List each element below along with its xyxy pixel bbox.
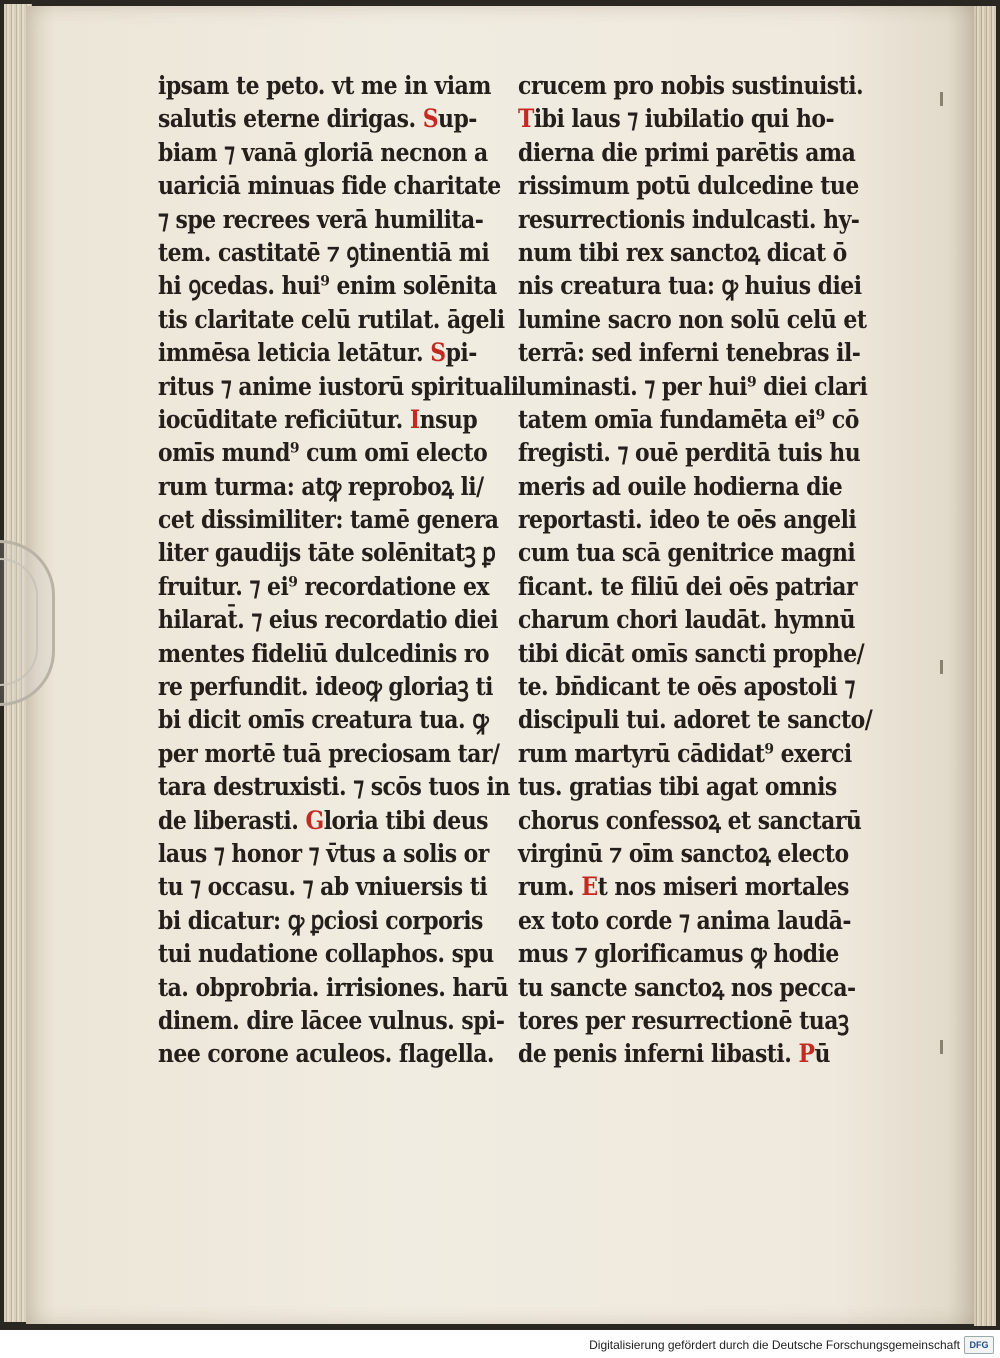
text-line: tem. castitatē ⁊ ꝯtinentiā mi [158, 237, 490, 268]
text-line: rissimum potū dulcedine tue [518, 171, 859, 202]
edge-tab-mark [940, 1040, 943, 1054]
text-line: fregisti. ⁊ ouē perditā tuis hu [518, 438, 861, 469]
text-line: tores per resurrectionē tuaꝫ [518, 1005, 849, 1036]
text-line: immēsa leticia letātur. Spi- [158, 338, 477, 369]
text-line: tis claritate celū rutilat. āgeli [158, 304, 505, 335]
text-line: Tibi laus ⁊ iubilatio qui ho- [518, 104, 835, 135]
text-line: num tibi rex sanctoꝝ dicat ō [518, 237, 847, 268]
text-line: ficant. te filiū dei oēs patriar [518, 571, 858, 602]
text-line: ta. obprobria. irrisiones. harū [158, 972, 509, 1003]
text-line: salutis eterne dirigas. Sup- [158, 104, 477, 135]
rubric-initial: I [409, 404, 420, 435]
text-line: tu sancte sanctoꝝ nos pecca- [518, 972, 856, 1003]
rubric-initial: S [422, 104, 439, 135]
text-line: mentes fideliū dulcedinis ro [158, 638, 490, 669]
text-line: bi dicit omīs creatura tua. ꝙ [158, 705, 489, 736]
text-line: omīs mund⁹ cum omī electo [158, 438, 488, 469]
text-line: iocūditate reficiūtur. Insup [158, 404, 478, 435]
text-line: tui nudatione collaphos. spu [158, 939, 494, 970]
rubric-initial: E [581, 872, 598, 903]
text-line: reportasti. ideo te oēs angeli [518, 505, 857, 536]
text-line: ex toto corde ⁊ anima laudā- [518, 905, 852, 936]
text-line: re perfundit. ideoꝙ gloriaꝫ ti [158, 672, 493, 703]
text-line: hi ꝯcedas. hui⁹ enim solēnita [158, 271, 497, 302]
text-line: dierna die primi parētis ama [518, 137, 856, 168]
text-column-right [518, 70, 873, 1072]
rubric-initial: T [518, 104, 534, 135]
page-clip-inner [0, 558, 38, 686]
text-line: te. bn̄dicant te oēs apostoli ⁊ [518, 672, 855, 703]
text-line: ⁊ spe recrees verā humilita- [158, 204, 484, 235]
text-column-left [158, 70, 519, 1072]
text-line: de penis inferni libasti. Pū [518, 1039, 830, 1070]
dfg-logo: DFG [964, 1336, 994, 1354]
text-line: tus. gratias tibi agat omnis [518, 772, 837, 803]
right-page-edges [974, 6, 996, 1326]
footer-bar [0, 1330, 1000, 1358]
text-line: virginū ⁊ oīm sanctoꝝ electo [518, 838, 849, 869]
text-line: nee corone aculeos. flagella. [158, 1039, 495, 1070]
text-line: de liberasti. Gloria tibi deus [158, 805, 488, 836]
text-line: ipsam te peto. vt me in viam [158, 71, 491, 101]
rubric-initial: S [430, 338, 446, 369]
text-line: terrā: sed inferni tenebras il- [518, 338, 861, 369]
text-line: biam ⁊ vanā gloriā necnon a [158, 137, 488, 168]
rubric-initial: P [798, 1039, 815, 1070]
text-line: chorus confessoꝝ et sanctarū [518, 805, 862, 836]
text-line: bi dicatur: ꝙ ꝑciosi corporis [158, 905, 483, 936]
text-line: tibi dicāt omīs sancti prophe/ [518, 638, 865, 669]
text-line: liter gaudijs tāte solēnitatꝫ ꝑ [158, 538, 496, 569]
text-line: luminasti. ⁊ per hui⁹ diei clari [518, 371, 868, 402]
text-line: crucem pro nobis sustinuisti. [518, 71, 864, 101]
text-line: hilarat̄. ⁊ eius recordatio diei [158, 605, 498, 636]
text-line: mus ⁊ glorificamus ꝙ hodie [518, 939, 839, 970]
text-line: rum. Et nos miseri mortales [518, 872, 849, 903]
text-line: fruitur. ⁊ ei⁹ recordatione ex [158, 571, 489, 602]
text-line: rum martyrū cādidat⁹ exerci [518, 738, 852, 769]
footer-credit: Digitalisierung gefördert durch die Deutsche Forschungsgemeinschaft [589, 1338, 960, 1352]
text-line: discipuli tui. adoret te sancto/ [518, 705, 873, 736]
text-line: cet dissimiliter: tamē genera [158, 505, 499, 536]
text-line: meris ad ouile hodierna die [518, 471, 843, 502]
rubric-initial: G [305, 805, 324, 836]
edge-tab-mark [940, 660, 943, 674]
text-line: lumine sacro non solū celū et [518, 304, 867, 335]
text-line: rum turma: atꝙ reproboꝝ li/ [158, 471, 484, 502]
text-line: tatem omīa fundamēta ei⁹ cō [518, 404, 859, 435]
text-line: cum tua scā genitrice magni [518, 538, 856, 569]
text-line: dinem. dire lācee vulnus. spi- [158, 1005, 505, 1036]
text-line: charum chori laudāt. hymnū [518, 605, 856, 636]
text-line: per mortē tuā preciosam tar/ [158, 738, 500, 769]
text-line: tara destruxisti. ⁊ scōs tuos in [158, 772, 510, 803]
text-line: uariciā minuas fide charitate [158, 171, 501, 202]
text-line: nis creatura tua: ꝙ huius diei [518, 271, 862, 302]
text-line: tu ⁊ occasu. ⁊ ab vniuersis ti [158, 872, 488, 903]
text-line: laus ⁊ honor ⁊ v̄tus a solis or [158, 838, 489, 869]
text-line: ritus ⁊ anime iustorū spirituali [158, 371, 519, 402]
text-line: resurrectionis indulcasti. hy- [518, 204, 860, 235]
edge-tab-mark [940, 92, 943, 106]
